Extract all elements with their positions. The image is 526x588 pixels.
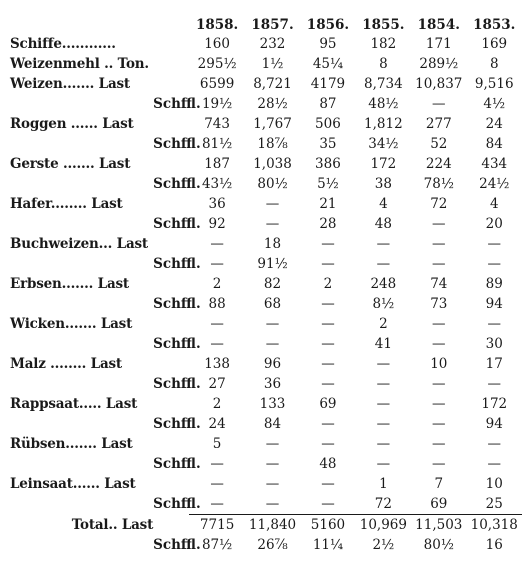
value-cell: 30 — [485, 336, 503, 352]
value-cell: 172 — [481, 396, 508, 412]
row-unit: Schffl. — [153, 256, 201, 272]
value-cell: — — [432, 456, 446, 472]
value-cell: — — [376, 256, 391, 272]
table-row — [10, 214, 522, 234]
value-cell: 69 — [430, 496, 448, 512]
table-row — [10, 414, 522, 434]
value-cell: 38 — [374, 176, 392, 192]
value-cell: 18⅞ — [257, 136, 288, 152]
year-header: 1858. — [195, 17, 239, 33]
value-cell: — — [321, 336, 335, 352]
row-unit: Schffl. — [153, 136, 201, 152]
table-row — [10, 154, 522, 174]
value-cell: 182 — [370, 36, 397, 52]
row-label: Malz ........ Last — [10, 356, 122, 372]
table-row — [10, 74, 522, 94]
value-cell: 95 — [319, 36, 337, 52]
value-cell: 35 — [319, 136, 337, 152]
value-cell: 5160 — [300, 515, 355, 536]
value-cell: 94 — [485, 416, 503, 432]
row-label: Total.. Last — [71, 516, 154, 533]
value-cell: 2 — [379, 316, 388, 332]
value-cell: 80½ — [257, 176, 288, 192]
year-header: 1854. — [417, 17, 460, 33]
value-cell: 7 — [434, 476, 444, 492]
row-label — [10, 374, 153, 394]
value-cell: 25 — [485, 496, 503, 512]
value-cell: 84 — [263, 416, 282, 432]
value-cell: 52 — [430, 136, 448, 152]
value-cell: — — [487, 436, 501, 452]
row-unit — [153, 74, 189, 94]
value-cell: — — [376, 436, 391, 452]
value-cell: 74 — [430, 276, 448, 292]
row-label: Erbsen....... Last — [10, 276, 129, 292]
value-cell: — — [321, 236, 335, 252]
value-cell: 92 — [208, 216, 226, 232]
value-cell: 1,812 — [364, 116, 403, 132]
row-unit — [153, 515, 189, 536]
value-cell: — — [321, 416, 335, 432]
value-cell: 72 — [430, 196, 448, 212]
value-cell: — — [321, 436, 335, 452]
value-cell: 172 — [370, 156, 397, 172]
value-cell: 28½ — [257, 96, 288, 112]
value-cell: 4 — [489, 196, 499, 212]
value-cell: 24 — [208, 416, 226, 432]
value-cell: — — [210, 336, 224, 352]
value-cell: — — [376, 236, 391, 252]
row-label — [10, 454, 153, 474]
value-cell: — — [376, 456, 391, 472]
value-cell: 1,767 — [253, 116, 292, 132]
value-cell: 16 — [485, 537, 503, 553]
table-row — [10, 334, 522, 354]
value-cell: 82 — [263, 276, 282, 292]
row-unit — [153, 54, 189, 74]
table-row — [10, 34, 522, 54]
value-cell: 17 — [485, 356, 503, 372]
value-cell: 72 — [374, 496, 392, 512]
value-cell: — — [265, 216, 280, 232]
value-cell: 20 — [485, 216, 503, 232]
value-cell: — — [265, 496, 280, 512]
table-row — [10, 354, 522, 374]
value-cell: — — [487, 456, 501, 472]
row-unit — [153, 274, 189, 294]
value-cell: 94 — [485, 296, 503, 312]
value-cell: 11¼ — [312, 537, 344, 553]
table-row — [10, 274, 522, 294]
row-unit — [153, 474, 189, 494]
value-cell: — — [376, 416, 391, 432]
value-cell: — — [432, 316, 446, 332]
row-label: Schiffe............ — [10, 36, 116, 52]
value-cell: 8 — [489, 56, 499, 72]
table-row — [10, 254, 522, 274]
value-cell: 91½ — [257, 256, 288, 272]
table-row — [10, 394, 522, 414]
row-unit — [153, 194, 189, 214]
value-cell: 41 — [374, 336, 392, 352]
value-cell: 81½ — [201, 136, 233, 152]
row-label — [10, 535, 153, 555]
table-row — [10, 374, 522, 394]
header-spacer — [153, 16, 189, 34]
row-unit — [153, 314, 189, 334]
value-cell: 24½ — [479, 176, 510, 192]
value-cell: 48 — [374, 216, 392, 232]
value-cell: 26⅞ — [257, 537, 288, 553]
value-cell: 43½ — [201, 176, 233, 192]
value-cell: — — [265, 476, 280, 492]
row-label: Wicken....... Last — [10, 316, 133, 332]
value-cell: 4 — [379, 196, 388, 212]
total-row — [10, 535, 522, 555]
row-unit: Schffl. — [153, 496, 201, 513]
value-cell: 73 — [430, 296, 448, 312]
year-header: 1857. — [251, 17, 294, 33]
value-cell: 11,503 — [411, 515, 466, 536]
value-cell: 1,038 — [253, 156, 292, 172]
row-unit: Schffl. — [153, 216, 201, 232]
value-cell: 11,840 — [245, 515, 300, 536]
row-unit — [153, 394, 189, 414]
value-cell: 295½ — [197, 56, 237, 72]
value-cell: 8 — [379, 56, 388, 72]
total-section — [10, 515, 522, 556]
value-cell: 2½ — [372, 537, 395, 553]
table-row — [10, 314, 522, 334]
row-label — [10, 174, 153, 194]
value-cell: 27 — [208, 376, 226, 392]
table-row — [10, 134, 522, 154]
value-cell: 5½ — [317, 176, 339, 192]
row-label: Roggen ...... Last — [10, 116, 134, 132]
value-cell: 248 — [370, 276, 397, 292]
value-cell: — — [321, 356, 335, 372]
row-unit: Schffl. — [153, 376, 201, 392]
value-cell: — — [432, 396, 446, 412]
value-cell: — — [487, 316, 501, 332]
value-cell: — — [265, 436, 280, 452]
value-cell: 84 — [485, 136, 503, 152]
value-cell: 506 — [315, 116, 341, 132]
value-cell: — — [321, 476, 335, 492]
value-cell: 8,734 — [364, 76, 403, 92]
value-cell: 88 — [208, 296, 226, 312]
value-cell: 24 — [485, 116, 503, 132]
value-cell: — — [210, 456, 224, 472]
value-cell: 36 — [263, 376, 282, 392]
value-cell: 78½ — [423, 176, 454, 192]
table-row — [10, 294, 522, 314]
table-row — [10, 114, 522, 134]
value-cell: 10,837 — [415, 76, 463, 92]
value-cell: 9,516 — [474, 76, 514, 92]
row-label — [10, 494, 153, 515]
value-cell: — — [432, 376, 446, 392]
row-label — [10, 294, 153, 314]
row-label: Hafer........ Last — [10, 196, 123, 212]
row-unit: Schffl. — [153, 537, 201, 553]
value-cell: 10 — [485, 476, 503, 492]
value-cell: 10,318 — [467, 515, 523, 536]
value-cell: 96 — [263, 356, 282, 372]
year-header-row — [10, 16, 522, 34]
row-label: Gerste ....... Last — [10, 156, 131, 172]
value-cell: 1½ — [261, 56, 284, 72]
value-cell: — — [210, 316, 224, 332]
row-label — [10, 214, 153, 234]
value-cell: — — [432, 216, 446, 232]
value-cell: 277 — [425, 116, 452, 132]
value-cell: — — [321, 296, 335, 312]
value-cell: 4½ — [483, 96, 506, 112]
value-cell: — — [432, 256, 446, 272]
value-cell: — — [321, 376, 335, 392]
row-label — [10, 334, 153, 354]
table-body — [10, 34, 522, 515]
row-label: Rappsaat..... Last — [10, 396, 138, 412]
value-cell: 138 — [204, 356, 230, 372]
row-label — [10, 414, 153, 434]
value-cell: — — [432, 416, 446, 432]
value-cell: — — [432, 336, 446, 352]
value-cell: — — [210, 476, 224, 492]
value-cell: 743 — [204, 116, 230, 132]
value-cell: — — [265, 196, 280, 212]
value-cell: — — [265, 316, 280, 332]
value-cell: 89 — [485, 276, 503, 292]
value-cell: 87 — [319, 96, 337, 112]
row-label — [10, 254, 153, 274]
value-cell: 19½ — [201, 96, 233, 112]
value-cell: 28 — [319, 216, 337, 232]
year-header: 1853. — [473, 17, 516, 33]
value-cell: 187 — [204, 156, 230, 172]
value-cell: — — [210, 236, 224, 252]
value-cell: 386 — [315, 156, 341, 172]
table-row — [10, 174, 522, 194]
row-unit — [153, 34, 189, 54]
value-cell: 6599 — [199, 76, 235, 92]
value-cell: 133 — [259, 396, 286, 412]
value-cell: 10,969 — [356, 515, 411, 536]
value-cell: 289½ — [419, 56, 459, 72]
value-cell: 48 — [319, 456, 337, 472]
value-cell: — — [321, 256, 335, 272]
value-cell: 8½ — [372, 296, 395, 312]
value-cell: 7715 — [189, 515, 244, 536]
value-cell: 171 — [425, 36, 452, 52]
table-row — [10, 234, 522, 254]
value-cell: — — [376, 356, 391, 372]
value-cell: 18 — [263, 236, 282, 252]
row-label: Weizenmehl .. Ton. — [10, 56, 149, 72]
value-cell: — — [210, 496, 224, 512]
row-label — [10, 134, 153, 154]
value-cell: 8,721 — [253, 76, 292, 92]
value-cell: 45¼ — [312, 56, 344, 72]
value-cell: 68 — [263, 296, 282, 312]
value-cell: — — [210, 256, 224, 272]
value-cell: 34½ — [368, 136, 399, 152]
total-row — [10, 515, 522, 536]
value-cell: 1 — [379, 476, 388, 492]
row-label: Leinsaat...... Last — [10, 476, 136, 492]
row-unit — [153, 154, 189, 174]
table-row — [10, 454, 522, 474]
value-cell: 160 — [204, 36, 230, 52]
row-unit — [153, 434, 189, 454]
value-cell: — — [265, 336, 280, 352]
value-cell: 36 — [208, 196, 226, 212]
value-cell: — — [265, 456, 280, 472]
value-cell: — — [487, 376, 501, 392]
value-cell: — — [487, 256, 501, 272]
value-cell: — — [432, 436, 446, 452]
value-cell: 2 — [212, 396, 222, 412]
row-unit: Schffl. — [153, 96, 201, 112]
value-cell: 2 — [212, 276, 222, 292]
row-unit: Schffl. — [153, 456, 201, 472]
header-spacer — [10, 16, 153, 34]
year-header: 1855. — [362, 17, 405, 33]
row-unit — [153, 114, 189, 134]
table-row — [10, 434, 522, 454]
row-unit: Schffl. — [153, 336, 201, 352]
value-cell: — — [376, 376, 391, 392]
value-cell: 80½ — [423, 537, 454, 553]
row-label: Rübsen....... Last — [10, 436, 133, 452]
value-cell: 48½ — [368, 96, 399, 112]
value-cell: 21 — [319, 196, 337, 212]
value-cell: 4179 — [310, 76, 346, 92]
value-cell: 5 — [212, 436, 222, 452]
value-cell: 87½ — [201, 537, 233, 553]
value-cell: 224 — [425, 156, 452, 172]
value-cell: 2 — [323, 276, 333, 292]
value-cell: 232 — [259, 36, 286, 52]
value-cell: — — [321, 496, 335, 512]
row-unit: Schffl. — [153, 296, 201, 312]
value-cell: 10 — [430, 356, 448, 372]
value-cell: 434 — [481, 156, 508, 172]
value-cell: 69 — [319, 396, 337, 412]
table-row — [10, 54, 522, 74]
value-cell: — — [321, 316, 335, 332]
row-label — [10, 94, 153, 114]
row-label: Weizen....... Last — [10, 76, 130, 92]
row-unit — [153, 354, 189, 374]
year-header: 1856. — [306, 17, 350, 33]
table-row — [10, 494, 522, 515]
row-unit: Schffl. — [153, 176, 201, 192]
row-unit — [153, 234, 189, 254]
value-cell: — — [487, 236, 501, 252]
grain-export-table — [10, 16, 522, 555]
table-row — [10, 94, 522, 114]
value-cell: — — [432, 96, 446, 112]
value-cell: — — [376, 396, 391, 412]
table-row — [10, 474, 522, 494]
value-cell: 169 — [481, 36, 508, 52]
value-cell: — — [432, 236, 446, 252]
row-label: Buchweizen... Last — [10, 236, 148, 252]
row-unit: Schffl. — [153, 416, 201, 432]
table-row — [10, 194, 522, 214]
